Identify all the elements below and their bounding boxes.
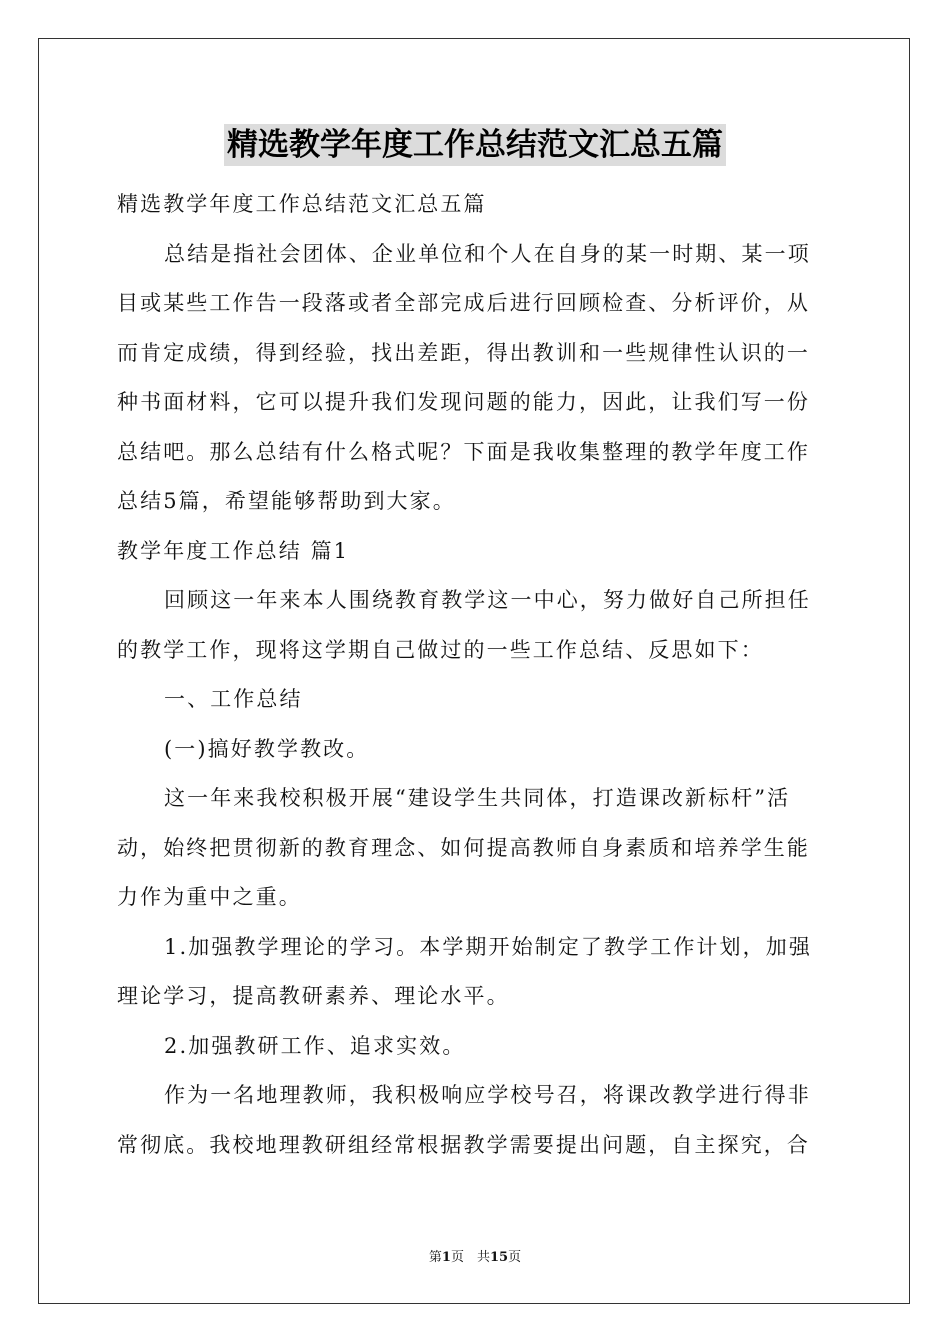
paragraph-line: 目或某些工作告一段落或者全部完成后进行回顾检查、分析评价，从 [117,291,810,315]
paragraph-line: 作为一名地理教师，我积极响应学校号召，将课改教学进行得非 [164,1083,811,1107]
paragraph-line: 2.加强教研工作、追求实效。 [164,1033,466,1058]
paragraph-line: 总结吧。那么总结有什么格式呢？下面是我收集整理的教学年度工作 [117,439,810,464]
paragraph-line: 理论学习，提高教研素养、理论水平。 [117,984,510,1008]
paragraph-line: 总结5篇，希望能够帮助到大家。 [117,489,456,513]
document-title: 精选教学年度工作总结范文汇总五篇 [224,124,726,166]
paragraph-line: 回顾这一年来本人围绕教育教学这一中心，努力做好自己所担任 [164,588,811,612]
footer-total-pages: 15 [489,1250,509,1265]
paragraph-line: 而肯定成绩，得到经验，找出差距，得出教训和一些规律性认识的一 [117,340,810,365]
footer-prefix: 第 [428,1250,442,1265]
paragraph-line: 一、工作总结 [164,687,303,711]
paragraph-line: 种书面材料，它可以提升我们发现问题的能力，因此，让我们写一份 [117,390,810,414]
paragraph-line: 教学年度工作总结 篇1 [117,538,350,563]
paragraph-line: 这一年来我校积极开展“建设学生共同体，打造课改新标杆”活 [164,786,791,810]
paragraph-line: 动，始终把贯彻新的教育理念、如何提高教师自身素质和培养学生能 [117,835,810,860]
document-body [117,180,835,1170]
paragraph-line: 力作为重中之重。 [117,885,302,909]
paragraph-line: 精选教学年度工作总结范文汇总五篇 [117,192,487,216]
paragraph-line: 总结是指社会团体、企业单位和个人在自身的某一时期、某一项 [164,241,811,266]
paragraph-line: 1.加强教学理论的学习。本学期开始制定了教学工作计划，加强 [164,934,812,959]
paragraph-line: 常彻底。我校地理教研组经常根据教学需要提出问题，自主探究，合 [117,1132,810,1157]
footer-suffix: 页 [508,1250,522,1265]
paragraph-line: (一)搞好教学教改。 [164,736,370,761]
footer-mid: 页 共 [450,1250,490,1265]
paragraph-line: 的教学工作，现将这学期自己做过的一些工作总结、反思如下： [117,637,764,662]
title-container [0,124,950,166]
page-footer [0,1246,950,1265]
footer-current-page: 1 [441,1250,451,1265]
